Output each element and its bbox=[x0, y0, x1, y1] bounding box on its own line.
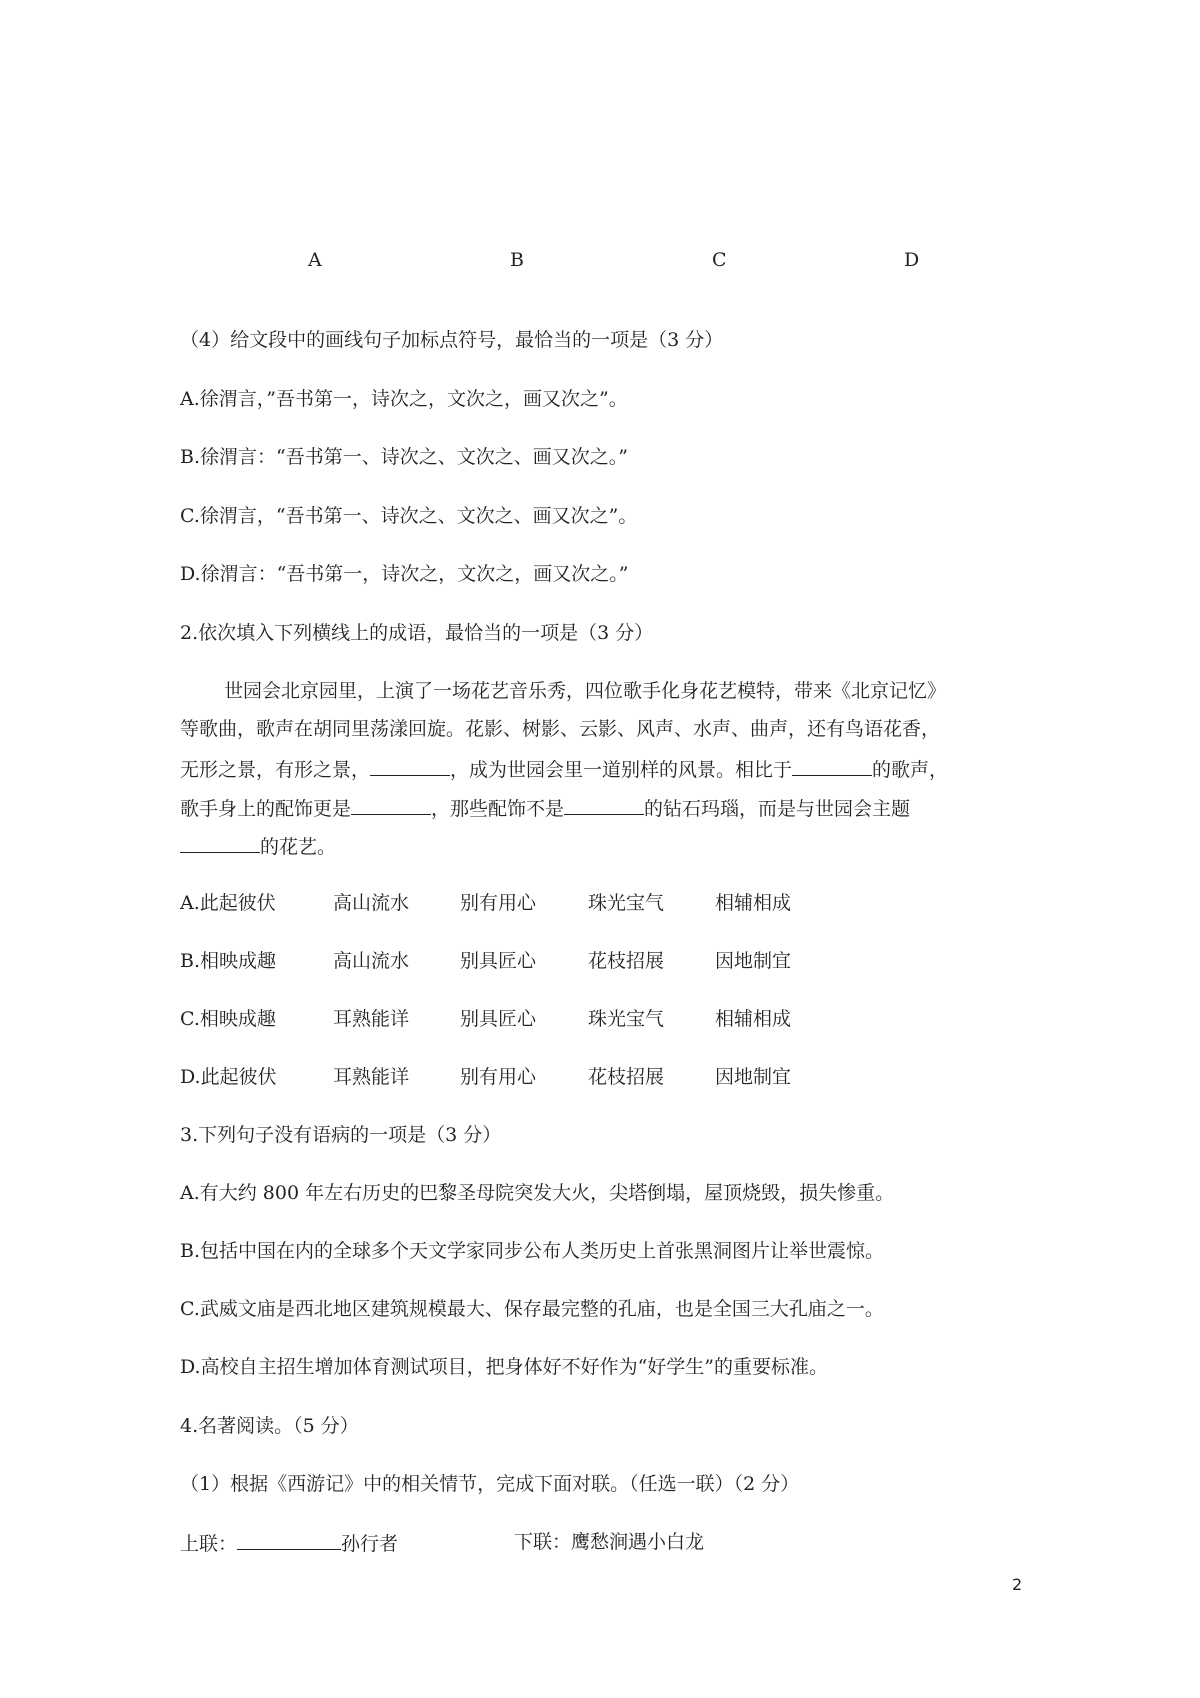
q2-option-d-word-4: 花枝招展 bbox=[588, 1066, 665, 1088]
q3-option-d: D.高校自主招生增加体育测试项目，把身体好不好作为“好学生”的重要标准。 bbox=[180, 1356, 829, 1378]
q2-option-a-word-5: 相辅相成 bbox=[715, 892, 792, 914]
q2-option-c-word-3: 别具匠心 bbox=[460, 1008, 537, 1030]
image-option-label-b: B bbox=[510, 249, 524, 271]
fill-blank-3 bbox=[351, 794, 431, 815]
q4-upper-prefix: 上联： bbox=[180, 1533, 238, 1555]
q2-passage-line-4-part-a: 歌手身上的配饰更是 bbox=[180, 798, 352, 820]
q2-option-b-word-2: 高山流水 bbox=[333, 950, 410, 972]
q2-passage-line-4-part-c: 的钻石玛瑙，而是与世园会主题 bbox=[644, 798, 911, 820]
fill-blank-2 bbox=[792, 755, 872, 776]
q2-option-a-word-3: 别有用心 bbox=[460, 892, 537, 914]
q4-upper-suffix: 孙行者 bbox=[341, 1533, 399, 1555]
q2-option-a-word-2: 高山流水 bbox=[333, 892, 410, 914]
q3-option-a: A.有大约 800 年左右历史的巴黎圣母院突发大火，尖塔倒塌，屋顶烧毁，损失惨重。 bbox=[180, 1182, 895, 1204]
q2-passage-line-3-part-c: 的歌声， bbox=[872, 759, 949, 781]
q2-passage-line-3-part-b: ，成为世园会里一道别样的风景。相比于 bbox=[450, 759, 793, 781]
q2-passage-line-5 bbox=[180, 832, 336, 860]
q2-option-d-word-3: 别有用心 bbox=[460, 1066, 537, 1088]
q2-passage-line-3 bbox=[180, 755, 948, 783]
q2-passage-line-1: 世园会北京园里，上演了一场花艺音乐秀，四位歌手化身花艺模特，带来《北京记忆》 bbox=[224, 680, 947, 702]
fill-blank-5 bbox=[180, 832, 260, 853]
q2-option-c-word-1: C.相映成趣 bbox=[180, 1008, 276, 1030]
q4-upper-couplet bbox=[180, 1529, 398, 1557]
q4-stem: 4.名著阅读。（5 分） bbox=[180, 1415, 359, 1437]
q1-4-option-d: D.徐渭言：“吾书第一，诗次之，文次之，画又次之。” bbox=[180, 563, 629, 585]
q1-4-option-a: A.徐渭言，”吾书第一，诗次之，文次之，画又次之”。 bbox=[180, 388, 628, 410]
q2-option-b-word-4: 花枝招展 bbox=[588, 950, 665, 972]
q2-option-b-word-1: B.相映成趣 bbox=[180, 950, 277, 972]
couplet-blank bbox=[237, 1529, 341, 1550]
q2-option-b-word-3: 别具匠心 bbox=[460, 950, 537, 972]
q2-passage-line-4-part-b: ，那些配饰不是 bbox=[431, 798, 565, 820]
image-option-labels bbox=[0, 247, 1200, 273]
q2-stem: 2.依次填入下列横线上的成语，最恰当的一项是（3 分） bbox=[180, 622, 654, 644]
q2-option-c-word-5: 相辅相成 bbox=[715, 1008, 792, 1030]
q2-option-c-word-4: 珠光宝气 bbox=[588, 1008, 665, 1030]
q1-4-stem: （4）给文段中的画线句子加标点符号，最恰当的一项是（3 分） bbox=[180, 329, 724, 351]
q2-option-d-word-2: 耳熟能详 bbox=[333, 1066, 410, 1088]
q4-lower-couplet: 下联：鹰愁涧遇小白龙 bbox=[514, 1531, 705, 1553]
fill-blank-4 bbox=[564, 794, 644, 815]
q2-option-a-word-4: 珠光宝气 bbox=[588, 892, 665, 914]
page-number: 2 bbox=[1012, 1575, 1023, 1594]
q4-sub1: （1）根据《西游记》中的相关情节，完成下面对联。（任选一联）（2 分） bbox=[180, 1473, 800, 1495]
q2-option-c-word-2: 耳熟能详 bbox=[333, 1008, 410, 1030]
q3-stem: 3.下列句子没有语病的一项是（3 分） bbox=[180, 1124, 502, 1146]
image-option-label-d: D bbox=[904, 249, 920, 271]
q2-passage-line-5-text: 的花艺。 bbox=[260, 836, 337, 858]
q2-option-d-word-1: D.此起彼伏 bbox=[180, 1066, 277, 1088]
q2-option-a-word-1: A.此起彼伏 bbox=[180, 892, 276, 914]
q2-passage-line-4 bbox=[180, 794, 910, 822]
q2-option-b-word-5: 因地制宜 bbox=[715, 950, 792, 972]
q1-4-option-b: B.徐渭言：“吾书第一、诗次之、文次之、画又次之。” bbox=[180, 446, 628, 468]
q1-4-option-c: C.徐渭言，“吾书第一、诗次之、文次之、画又次之”。 bbox=[180, 505, 638, 527]
q3-option-b: B.包括中国在内的全球多个天文学家同步公布人类历史上首张黑洞图片让举世震惊。 bbox=[180, 1240, 885, 1262]
q2-passage-line-2: 等歌曲，歌声在胡同里荡漾回旋。花影、树影、云影、风声、水声、曲声，还有鸟语花香， bbox=[180, 718, 941, 740]
q3-option-c: C.武威文庙是西北地区建筑规模最大、保存最完整的孔庙，也是全国三大孔庙之一。 bbox=[180, 1298, 884, 1320]
image-option-label-c: C bbox=[712, 249, 727, 271]
fill-blank-1 bbox=[370, 755, 450, 776]
q2-option-d-word-5: 因地制宜 bbox=[715, 1066, 792, 1088]
image-option-label-a: A bbox=[308, 249, 322, 271]
q2-passage-line-3-part-a: 无形之景，有形之景， bbox=[180, 759, 371, 781]
